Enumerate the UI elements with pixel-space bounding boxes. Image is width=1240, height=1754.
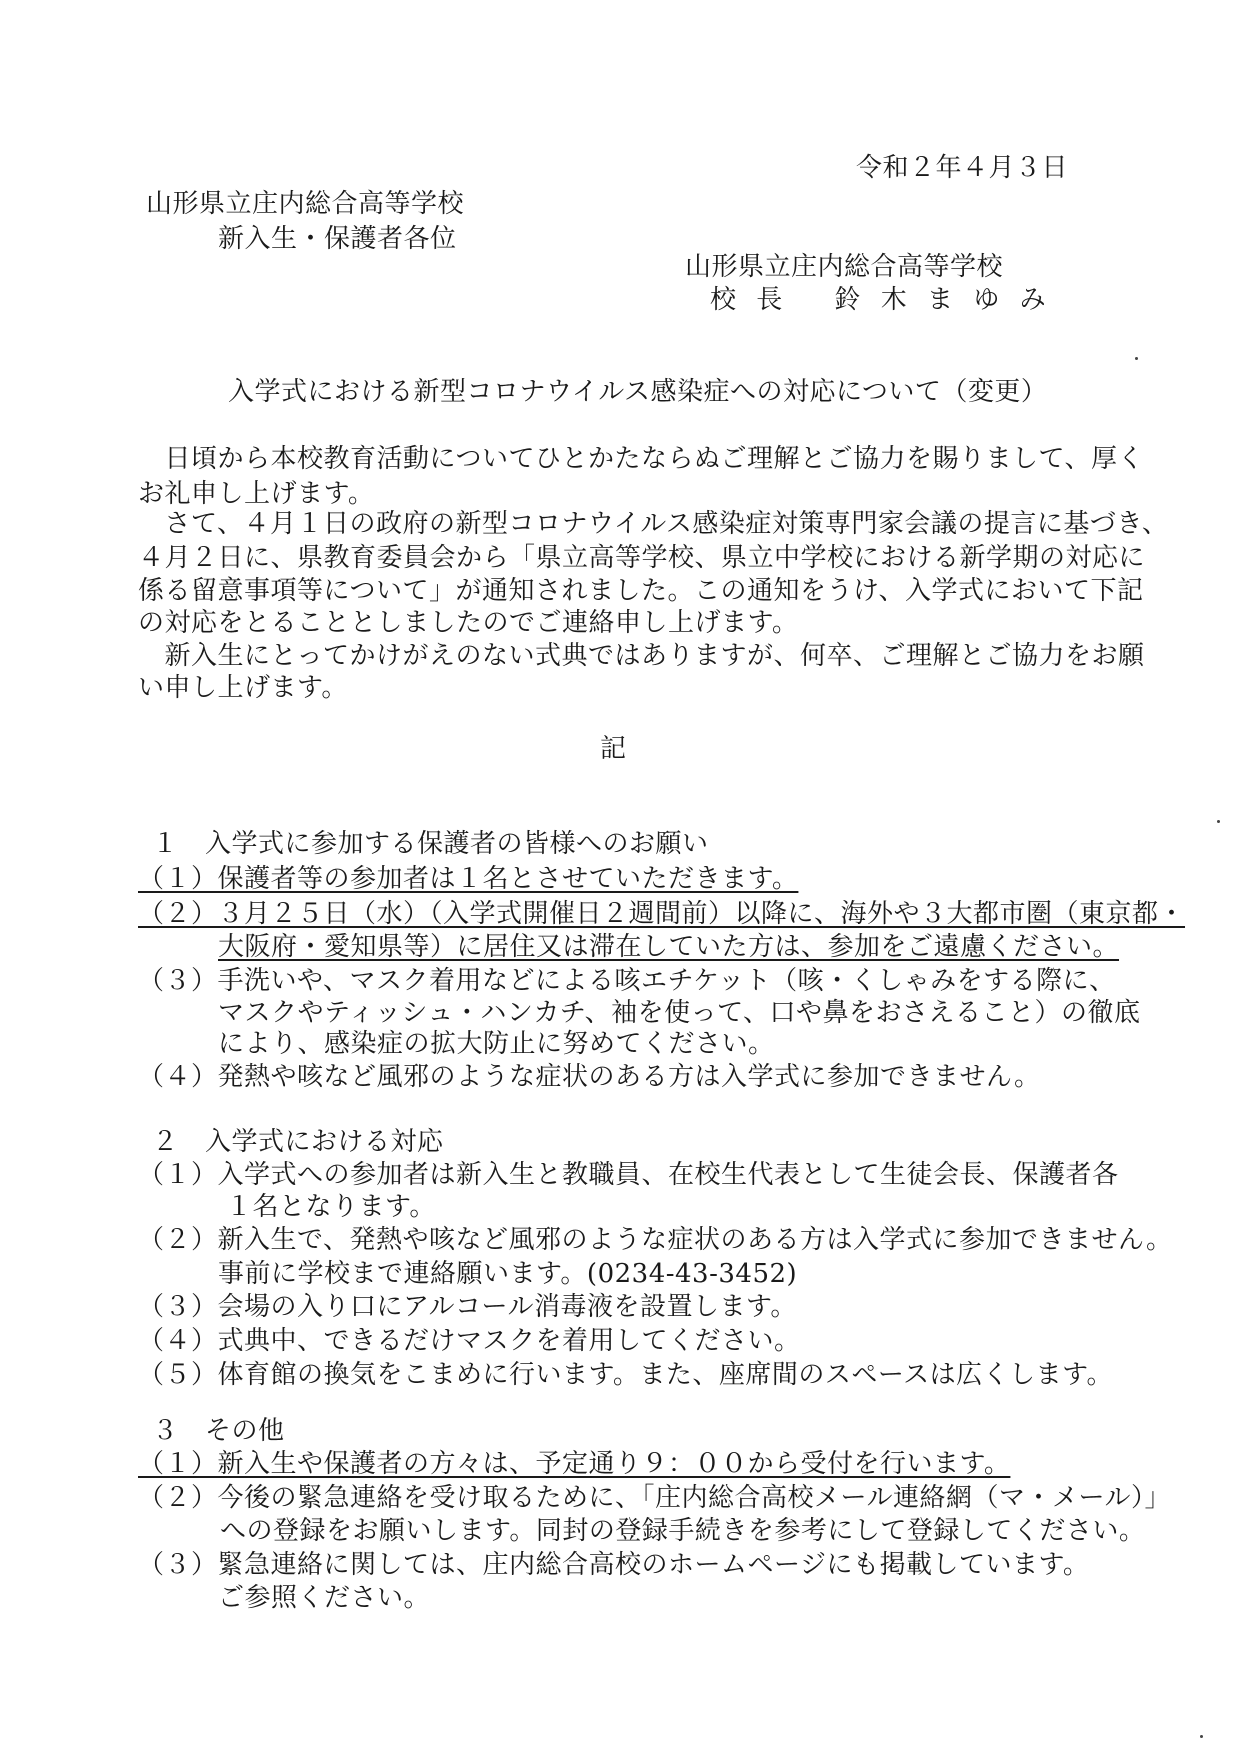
document-title: 入学式における新型コロナウイルス感染症への対応について（変更）	[228, 377, 1048, 407]
section-2-item-1-line-1: （１）入学式への参加者は新入生と教職員、在校生代表として生徒会長、保護者各	[138, 1160, 1119, 1190]
addressee-school: 山形県立庄内総合高等学校	[146, 189, 465, 219]
addressee-recipients: 新入生・保護者各位	[218, 224, 457, 254]
body-paragraph-line: 新入生にとってかけがえのない式典ではありますが、何卒、ご理解とご協力をお願	[138, 641, 1145, 671]
document-date: 令和２年４月３日	[856, 153, 1069, 183]
scan-speck	[1200, 1735, 1203, 1738]
section-2-item-2-line-1: （２）新入生で、発熱や咳など風邪のような症状のある方は入学式に参加できません。	[138, 1225, 1173, 1255]
body-paragraph-line: さて、４月１日の政府の新型コロナウイルス感染症対策専門家会議の提言に基づき、	[138, 509, 1169, 539]
sender-principal: 校 長 鈴 木 ま ゆ み	[710, 285, 1052, 315]
body-paragraph-line: お礼申し上げます。	[138, 479, 375, 509]
body-paragraph-line: い申し上げます。	[138, 673, 348, 703]
section-3-heading: ３ その他	[152, 1416, 285, 1446]
body-paragraph-line: 係る留意事項等について」が通知されました。この通知をうけ、入学式において下記	[138, 576, 1144, 606]
section-1-item-3-line-3: により、感染症の拡大防止に努めてください。	[218, 1029, 775, 1059]
body-paragraph-line: の対応をとることとしましたのでご連絡申し上げます。	[138, 608, 799, 638]
section-1-item-3-line-1: （３）手洗いや、マスク着用などによる咳エチケット（咳・くしゃみをする際に、	[138, 966, 1116, 996]
section-1-item-4: （４）発熱や咳など風邪のような症状のある方は入学式に参加できません。	[138, 1062, 1041, 1092]
section-3-item-2-line-2: への登録をお願いします。同封の登録手続きを参考にして登録してください。	[220, 1516, 1146, 1546]
scan-speck	[1135, 357, 1138, 360]
section-1-item-1-text: （１）保護者等の参加者は１名とさせていただきます。	[138, 864, 799, 894]
section-2-item-5: （５）体育館の換気をこまめに行います。また、座席間のスペースは広くします。	[138, 1360, 1114, 1390]
scan-speck	[1217, 820, 1220, 823]
section-1-item-3-line-2: マスクやティッシュ・ハンカチ、袖を使って、口や鼻をおさえること）の徹底	[218, 998, 1141, 1028]
section-3-item-2-line-1: （２）今後の緊急連絡を受け取るために、「庄内総合高校メール連絡網（マ・メール）」	[138, 1483, 1171, 1513]
section-2-item-4: （４）式典中、できるだけマスクを着用してください。	[138, 1326, 801, 1356]
section-2-item-2-line-2: 事前に学校まで連絡願います。(0234-43-3452)	[218, 1259, 798, 1289]
section-3-item-3-line-1: （３）緊急連絡に関しては、庄内総合高校のホームページにも掲載しています。	[138, 1550, 1090, 1580]
section-1-item-2-line-1: （２）３月２５日（水）（入学式開催日２週間前）以降に、海外や３大都市圏（東京都・	[138, 899, 1186, 929]
ki-heading: 記	[600, 734, 627, 764]
section-1-item-2-line-2: 大阪府・愛知県等）に居住又は滞在していた方は、参加をご遠慮ください。	[218, 932, 1120, 962]
body-paragraph-line: ４月２日に、県教育委員会から「県立高等学校、県立中学校における新学期の対応に	[138, 543, 1146, 573]
sender-school: 山形県立庄内総合高等学校	[685, 252, 1004, 282]
section-2-heading: ２ 入学式における対応	[152, 1127, 444, 1157]
section-2-item-1-line-2: １名となります。	[226, 1192, 436, 1222]
section-1-item-1	[138, 861, 798, 897]
body-paragraph-line: 日頃から本校教育活動についてひとかたならぬご理解とご協力を賜りまして、厚く	[138, 444, 1144, 474]
section-1-heading: １ 入学式に参加する保護者の皆様へのお願い	[152, 829, 709, 859]
section-3-item-1: （１）新入生や保護者の方々は、予定通り９：００から受付を行います。	[138, 1449, 1011, 1479]
section-3-item-3-line-2: ご参照ください。	[218, 1583, 431, 1613]
section-2-item-3: （３）会場の入り口にアルコール消毒液を設置します。	[138, 1292, 797, 1322]
